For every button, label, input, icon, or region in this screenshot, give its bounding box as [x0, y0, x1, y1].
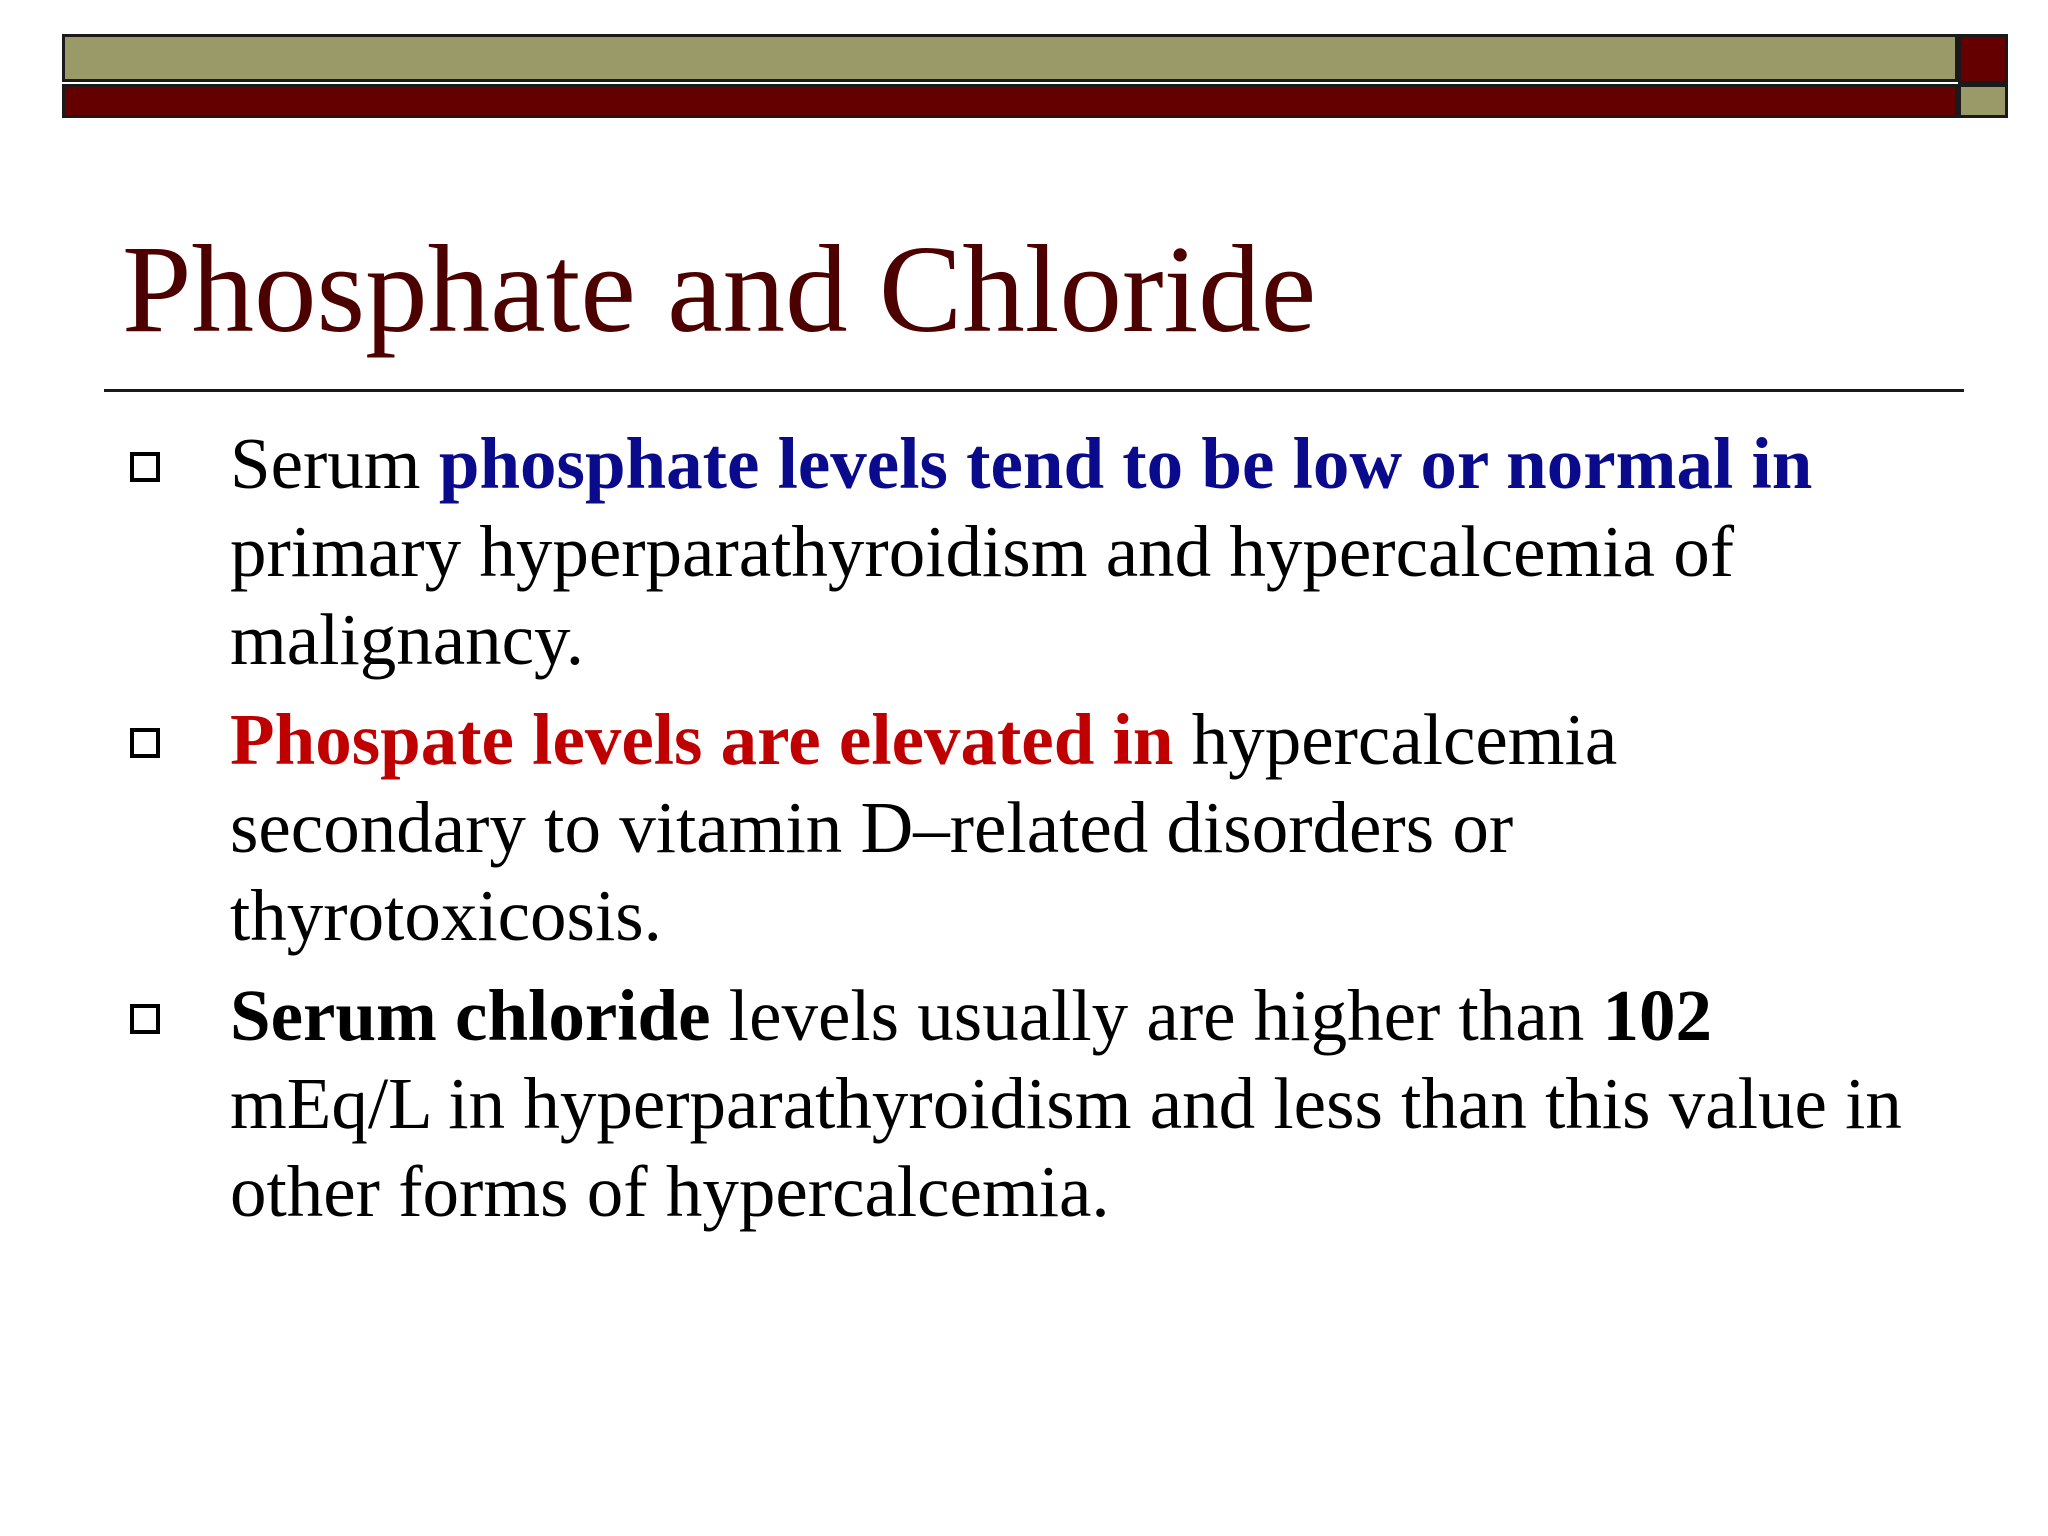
- top-banner-olive-bar: [62, 34, 1958, 82]
- bullet-item-phosphate-low: [126, 420, 1926, 684]
- bullet-text-bold: Serum chloride: [230, 975, 711, 1056]
- bullet-text-emphasis-red: Phospate levels are elevated in: [230, 699, 1174, 780]
- bullet-text-plain: hypercalcemia secondary to vitamin D–related disorders or thyrotoxicosis.: [230, 699, 1618, 956]
- hollow-square-bullet-icon: [130, 728, 160, 758]
- top-banner-maroon-bar: [62, 84, 1958, 118]
- bullet-text-plain: primary hyperparathyroidism and hypercalcemia of malignancy.: [230, 511, 1735, 680]
- bullet-item-serum-chloride: [126, 972, 1926, 1236]
- title-divider: [104, 389, 1964, 392]
- bullet-text-plain: levels usually are higher than: [710, 975, 1603, 1056]
- bullet-list: [126, 420, 1926, 1248]
- slide-title: Phosphate and Chloride: [122, 221, 1317, 359]
- hollow-square-bullet-icon: [130, 452, 160, 482]
- bullet-text-plain: Serum: [230, 423, 439, 504]
- banner-corner-maroon-square: [1958, 34, 2008, 84]
- hollow-square-bullet-icon: [130, 1004, 160, 1034]
- bullet-item-phosphate-elevated: [126, 696, 1926, 960]
- bullet-text-emphasis-blue: phosphate levels tend to be low or normal in: [438, 423, 1813, 504]
- bullet-text-plain: mEq/L in hyperparathyroidism and less than this value in other forms of hypercalcemia.: [230, 1063, 1902, 1232]
- banner-corner-olive-square: [1958, 84, 2008, 118]
- chloride-threshold-value: 102: [1602, 975, 1712, 1056]
